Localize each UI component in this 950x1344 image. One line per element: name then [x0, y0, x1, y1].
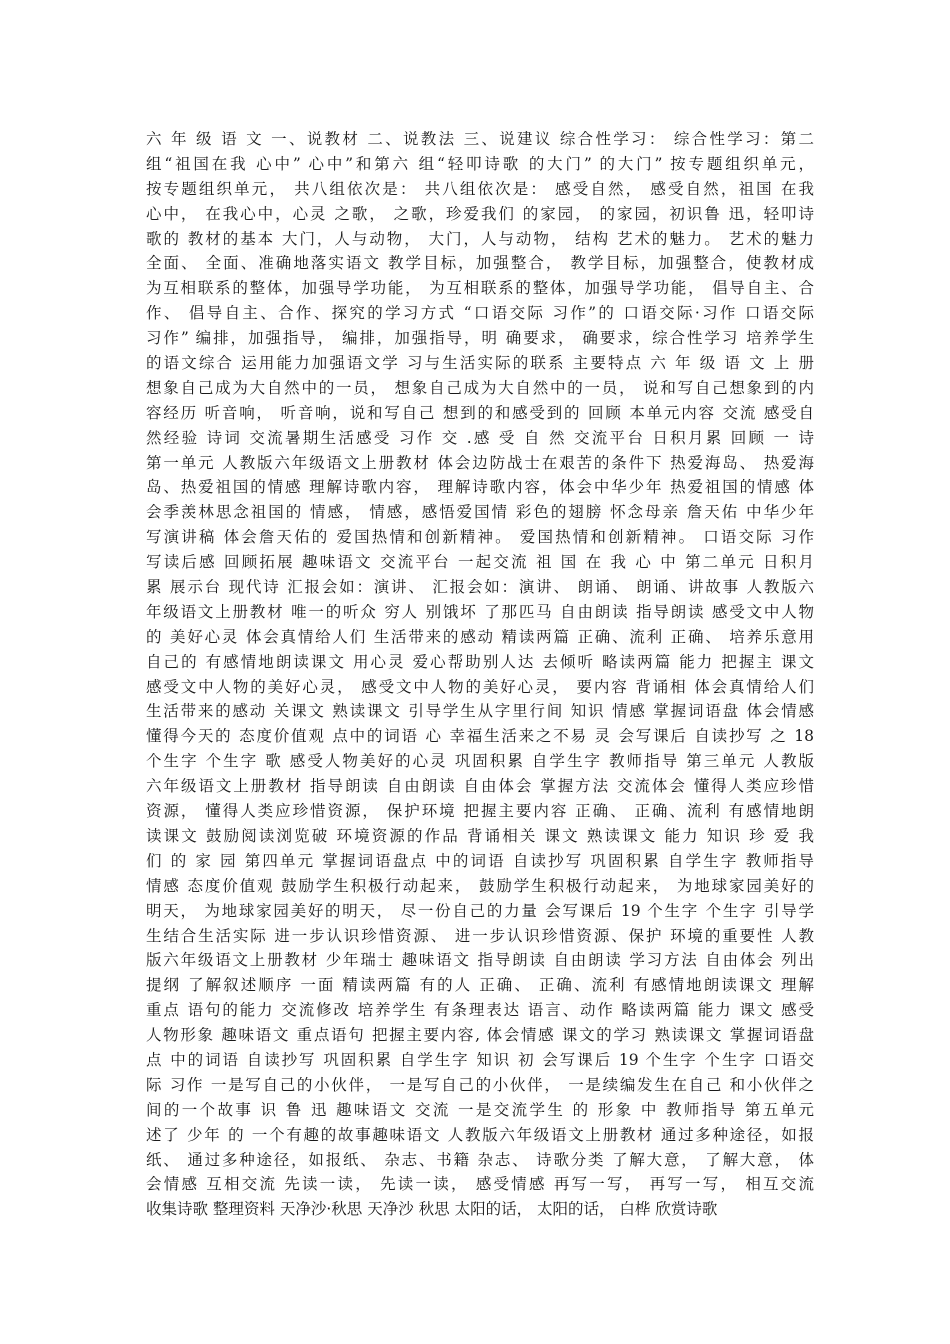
text-line: 间的一个故事 识 鲁 迅 趣味语文 交流 一是交流学生 的 形象 中 教师指导 第五单元 [146, 1100, 814, 1119]
text-line: 习作” 编排，加强指导， 编排，加强指导，明 确要求， 确要求，综合性学习 培养学生 [146, 329, 814, 348]
text-line: 按专题组织单元， 共八组依次是： 共八组依次是： 感受自然， 感受自然，祖国 在我 [146, 179, 814, 198]
text-line: 会情感 互相交流 先读一读， 先读一读， 感受情感 再写一写， 再写一写， 相互交流 [146, 1175, 814, 1194]
text-line: 版六年级语文上册教材 少年瑞士 趣味语文 指导朗读 自由朗读 学习方法 自由体会 列出 [146, 951, 814, 970]
text-line: 想象自己成为大自然中的一员， 想象自己成为大自然中的一员， 说和写自己想象到的内 [146, 378, 814, 397]
text-line: 六年级语文上册教材 指导朗读 自由朗读 自由体会 掌握方法 交流体会 懂得人类应珍惜 [146, 777, 814, 796]
text-line: 人物形象 趣味语文 重点语句 把握主要内容, 体会情感 课文的学习 熟读课文 掌握词语盘 [146, 1026, 814, 1045]
text-line: 容经历 听音响， 听音响，说和写自己 想到的和感受到的 回顾 本单元内容 交流 感受自 [146, 403, 814, 422]
text-line: 收集诗歌 整理资料 天净沙·秋思 天净沙 秋思 太阳的话， 太阳的话， 白桦 欣赏诗歌 [146, 1200, 718, 1219]
text-line: 情感 态度价值观 鼓励学生积极行动起来， 鼓励学生积极行动起来， 为地球家园美好的 [146, 876, 814, 895]
text-line: 第一单元 人教版六年级语文上册教材 体会边防战士在艰苦的条件下 热爱海岛、 热爱海 [146, 453, 814, 472]
text-line: 资源， 懂得人类应珍惜资源， 保护环境 把握主要内容 正确、 正确、流利 有感情地朗 [146, 802, 814, 821]
text-line: 的 美好心灵 体会真情给人们 生活带来的感动 精读两篇 正确、流利 正确、 培养乐意用 [146, 627, 814, 646]
text-line: 述了 少年 的 一个有趣的故事趣味语文 人教版六年级语文上册教材 通过多种途径，如报 [146, 1125, 814, 1144]
text-line: 们 的 家 园 第四单元 掌握词语盘点 中的词语 自读抄写 巩固积累 自学生字 教师指导 [146, 851, 814, 870]
text-line: 明天， 为地球家园美好的明天， 尽一份自己的力量 会写课后 19 个生字 个生字 引导学 [146, 901, 814, 920]
text-line: 年级语文上册教材 唯一的听众 穷人 别饿坏 了那匹马 自由朗读 指导朗读 感受文中人物 [146, 602, 814, 621]
text-line: 际 习作 一是写自己的小伙伴， 一是写自己的小伙伴， 一是续编发生在自己 和小伙伴之 [146, 1075, 814, 1094]
text-line: 提纲 了解叙述顺序 一面 精读两篇 有的人 正确、 正确、流利 有感情地朗读课文 理解 [146, 976, 814, 995]
text-line: 写演讲稿 体会詹天佑的 爱国热情和创新精神。 爱国热情和创新精神。 口语交际 习作 [146, 528, 814, 547]
text-line: 点 中的词语 自读抄写 巩固积累 自学生字 知识 初 会写课后 19 个生字 个生字 口语交 [146, 1050, 814, 1069]
text-line: 自己的 有感情地朗读课文 用心灵 爱心帮助别人达 去倾听 略读两篇 能力 把握主 课文 [146, 652, 814, 671]
text-line: 心中， 在我心中，心灵 之歌， 之歌，珍爱我们 的家园， 的家园，初识鲁 迅，轻叩诗 [146, 204, 814, 223]
text-line: 六 年 级 语 文 一、说教材 二、说教法 三、说建议 综合性学习： 综合性学习：第二 [146, 130, 814, 148]
text-line: 歌的 教材的基本 大门，人与动物， 大门，人与动物， 结构 艺术的魅力。 艺术的魅力 [146, 229, 814, 248]
text-line: 感受文中人物的美好心灵， 感受文中人物的美好心灵， 要内容 背诵相 体会真情给人们 [146, 677, 814, 696]
text-line: 全面、 全面、准确地落实语文 教学目标，加强整合， 教学目标，加强整合，使教材成 [146, 254, 814, 273]
document-body-text [146, 127, 814, 1222]
text-line: 累 展示台 现代诗 汇报会如：演讲、 汇报会如：演讲、 朗诵、 朗诵、讲故事 人教版六 [146, 578, 814, 597]
text-line: 懂得今天的 态度价值观 点中的词语 心 幸福生活来之不易 灵 会写课后 自读抄写 之 18 [146, 727, 814, 746]
text-line: 生活带来的感动 关课文 熟读课文 引导学生从字里行间 知识 情感 掌握词语盘 体会情感 [146, 702, 814, 721]
text-line: 会季羡林思念祖国的 情感， 情感，感悟爱国情 彩色的翅膀 怀念母亲 詹天佑 中华少年 [146, 503, 814, 522]
text-line: 个生字 个生字 歌 感受人物美好的心灵 巩固积累 自学生字 教师指导 第三单元 人教版 [146, 752, 814, 771]
text-line: 作、 倡导自主、合作、探究的学习方式 “口语交际 习作”的 口语交际·习作 口语交际 [146, 304, 814, 323]
text-line: 重点 语句的能力 交流修改 培养学生 有条理表达 语言、动作 略读两篇 能力 课文 感受 [146, 1001, 814, 1020]
text-line: 的语文综合 运用能力加强语文学 习与生活实际的联系 主要特点 六 年 级 语 文 上 册 [146, 354, 814, 373]
text-line: 写读后感 回顾拓展 趣味语文 交流平台 一起交流 祖 国 在 我 心 中 第二单元 日积月 [146, 553, 814, 572]
text-line: 纸、 通过多种途径，如报纸、 杂志、书籍 杂志、 诗歌分类 了解大意， 了解大意， 体 [146, 1150, 814, 1169]
text-line: 组“祖国在我 心中” 心中”和第六 组“轻叩诗歌 的大门” 的大门” 按专题组织单元， [146, 154, 814, 173]
text-line: 生结合生活实际 进一步认识珍惜资源、 进一步认识珍惜资源、保护 环境的重要性 人教 [146, 926, 814, 945]
text-line: 岛、热爱祖国的情感 理解诗歌内容， 理解诗歌内容，体会中华少年 热爱祖国的情感 体 [146, 478, 814, 497]
text-line: 读课文 鼓励阅读浏览破 环境资源的作品 背诵相关 课文 熟读课文 能力 知识 珍 爱 我 [146, 826, 814, 845]
text-line: 为互相联系的整体，加强导学功能， 为互相联系的整体，加强导学功能， 倡导自主、合 [146, 279, 814, 298]
text-line: 然经验 诗词 交流暑期生活感受 习作 交 .感 受 自 然 交流平台 日积月累 回顾 一 诗 [146, 428, 814, 447]
